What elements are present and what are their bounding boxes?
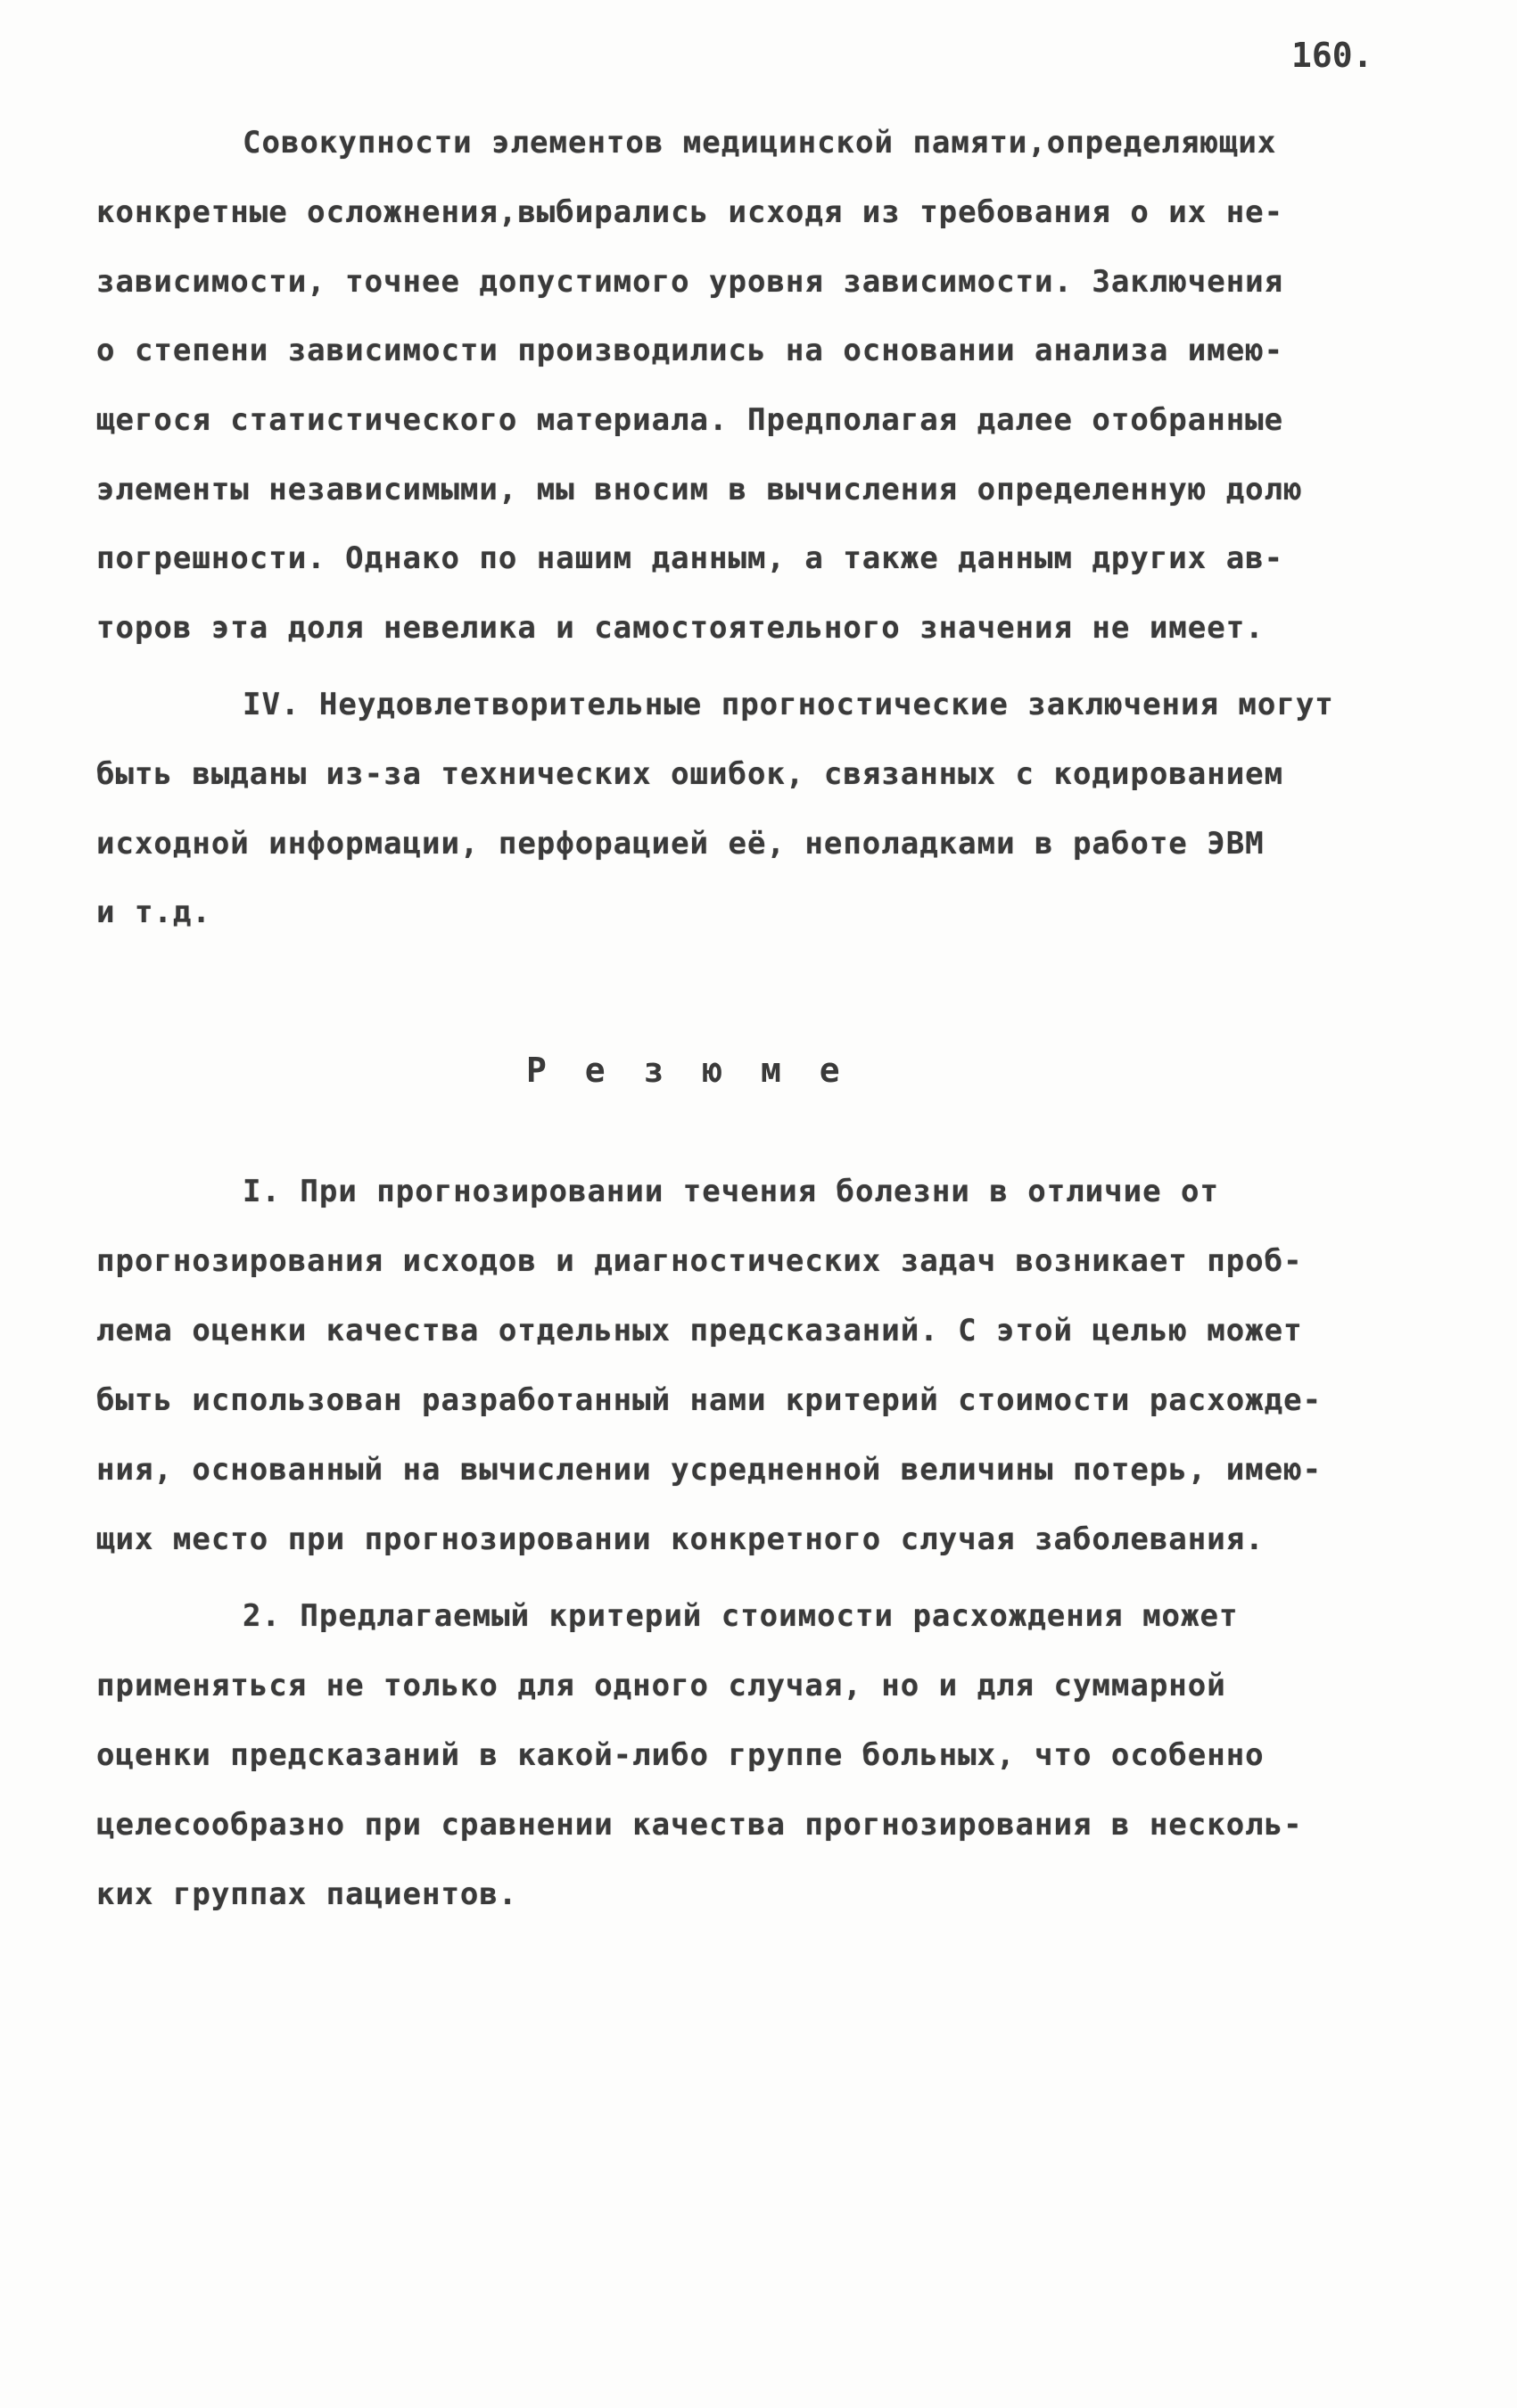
text-line: конкретные осложнения,выбирались исходя из требования о их не- bbox=[96, 194, 1284, 230]
text-line: 2. Предлагаемый критерий стоимости расхождения может bbox=[243, 1598, 1239, 1634]
text-line: торов эта доля невелика и самостоятельного значения не имеет. bbox=[96, 610, 1265, 646]
text-line: ния, основанный на вычислении усредненной величины потерь, имею- bbox=[96, 1452, 1323, 1488]
text-line: зависимости, точнее допустимого уровня зависимости. Заключения bbox=[96, 264, 1284, 300]
text-line: IV. Неудовлетворительные прогностические заключения могут bbox=[243, 687, 1334, 722]
text-line: оценки предсказаний в какой-либо группе больных, что особенно bbox=[96, 1737, 1265, 1773]
text-line: применяться не только для одного случая, но и для суммарной bbox=[96, 1668, 1226, 1703]
text-line: прогнозирования исходов и диагностических задач возникает проб- bbox=[96, 1243, 1303, 1279]
text-line: лема оценки качества отдельных предсказаний. С этой целью может bbox=[96, 1313, 1303, 1348]
text-line: Совокупности элементов медицинской памяти,определяющих bbox=[243, 125, 1277, 161]
text-line: элементы независимыми, мы вносим в вычисления определенную долю bbox=[96, 472, 1303, 507]
text-line: целесообразно при сравнении качества прогнозирования в несколь- bbox=[96, 1807, 1303, 1843]
text-line: щих место при прогнозировании конкретного случая заболевания. bbox=[96, 1521, 1265, 1557]
text-line: быть использован разработанный нами критерий стоимости расхожде- bbox=[96, 1382, 1323, 1418]
section-heading: Р е з ю м е bbox=[526, 1051, 849, 1090]
text-line: о степени зависимости производились на основании анализа имею- bbox=[96, 333, 1284, 368]
text-line: исходной информации, перфорацией её, неполадками в работе ЭВМ bbox=[96, 826, 1265, 862]
text-line: I. При прогнозировании течения болезни в отличие от bbox=[243, 1174, 1219, 1209]
text-line: погрешности. Однако по нашим данным, а также данным других ав- bbox=[96, 540, 1284, 576]
text-line: ких группах пациентов. bbox=[96, 1876, 518, 1912]
page-number: 160. bbox=[1291, 36, 1373, 75]
text-line: быть выданы из-за технических ошибок, связанных с кодированием bbox=[96, 756, 1284, 792]
text-line: и т.д. bbox=[96, 895, 211, 930]
text-line: щегося статистического материала. Предполагая далее отобранные bbox=[96, 402, 1284, 438]
